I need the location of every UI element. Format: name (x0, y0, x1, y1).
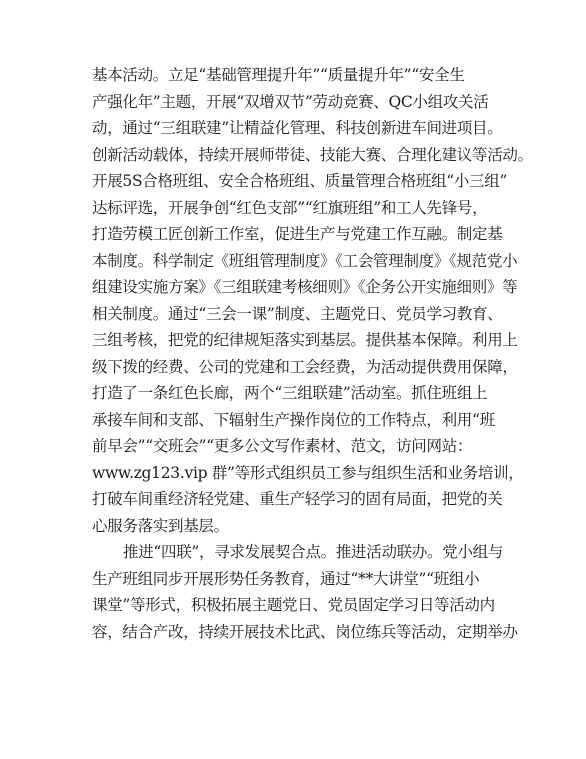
text-line: 相关制度。通过“三会一课”制度、主题党日、党员学习教育、 (92, 304, 503, 323)
text-line: 动，通过“三组联建”让精益化管理、科技创新进车间进项目。 (92, 119, 503, 137)
paragraph-2 (92, 539, 518, 645)
text-line: 开展5S合格班组、安全合格班组、质量管理合格班组“小三组” (92, 172, 508, 190)
text-line: 打造了一条红色长廊，两个“三组联建”活动室。抓住班组上 (92, 384, 488, 402)
text-line: 承接车间和支部、下辐射生产操作岗位的工作特点，利用“班 (92, 410, 495, 429)
text-line: 容，结合产改，持续开展技术比武、岗位练兵等活动，定期举办 (92, 622, 518, 641)
document-body (92, 62, 533, 645)
text-line: 打造劳模工匠创新工作室，促进生产与党建工作互融。制定基 (92, 225, 503, 243)
text-line: 心服务落实到基层。 (92, 516, 229, 535)
text-line: www.zg123.vip 群”等形式组织员工参与组织生活和业务培训， (92, 463, 524, 482)
text-line: 达标评选，开展争创“红色支部”“红旗班组”和工人先锋号， (92, 198, 488, 217)
text-line: 基本活动。立足“基础管理提升年”“质量提升年”“安全生 (92, 66, 465, 84)
text-line: 级下拨的经费、公司的党建和工会经费，为活动提供费用保障， (92, 357, 518, 376)
text-line: 生产班组同步开展形势任务教育，通过“**大讲堂”“班组小 (92, 569, 480, 588)
text-line: 三组考核，把党的纪律规矩落实到基层。提供基本保障。利用上 (92, 331, 518, 349)
text-line: 产强化年”主题，开展“双增双节”劳动竞赛、QC小组攻关活 (92, 92, 489, 111)
text-line: 打破车间重经济轻党建、重生产轻学习的固有局面，把党的关 (92, 490, 503, 508)
paragraph-1 (92, 62, 533, 539)
text-line: 课堂”等形式，积极拓展主题党日、党员固定学习日等活动内 (92, 596, 495, 614)
text-line: 组建设实施方案》《三组联建考核细则》《企务公开实施细则》等 (92, 278, 518, 296)
text-line: 前早会”“交班会”“更多公文写作素材、范文，访问网站： (92, 437, 473, 455)
text-line: 本制度。科学制定《班组管理制度》《工会管理制度》《规范党小 (92, 251, 518, 270)
text-line: 创新活动载体，持续开展师带徒、技能大赛、合理化建议等活动。 (92, 145, 533, 164)
text-line: 推进“四联”，寻求发展契合点。推进活动联办。党小组与 (123, 543, 504, 561)
